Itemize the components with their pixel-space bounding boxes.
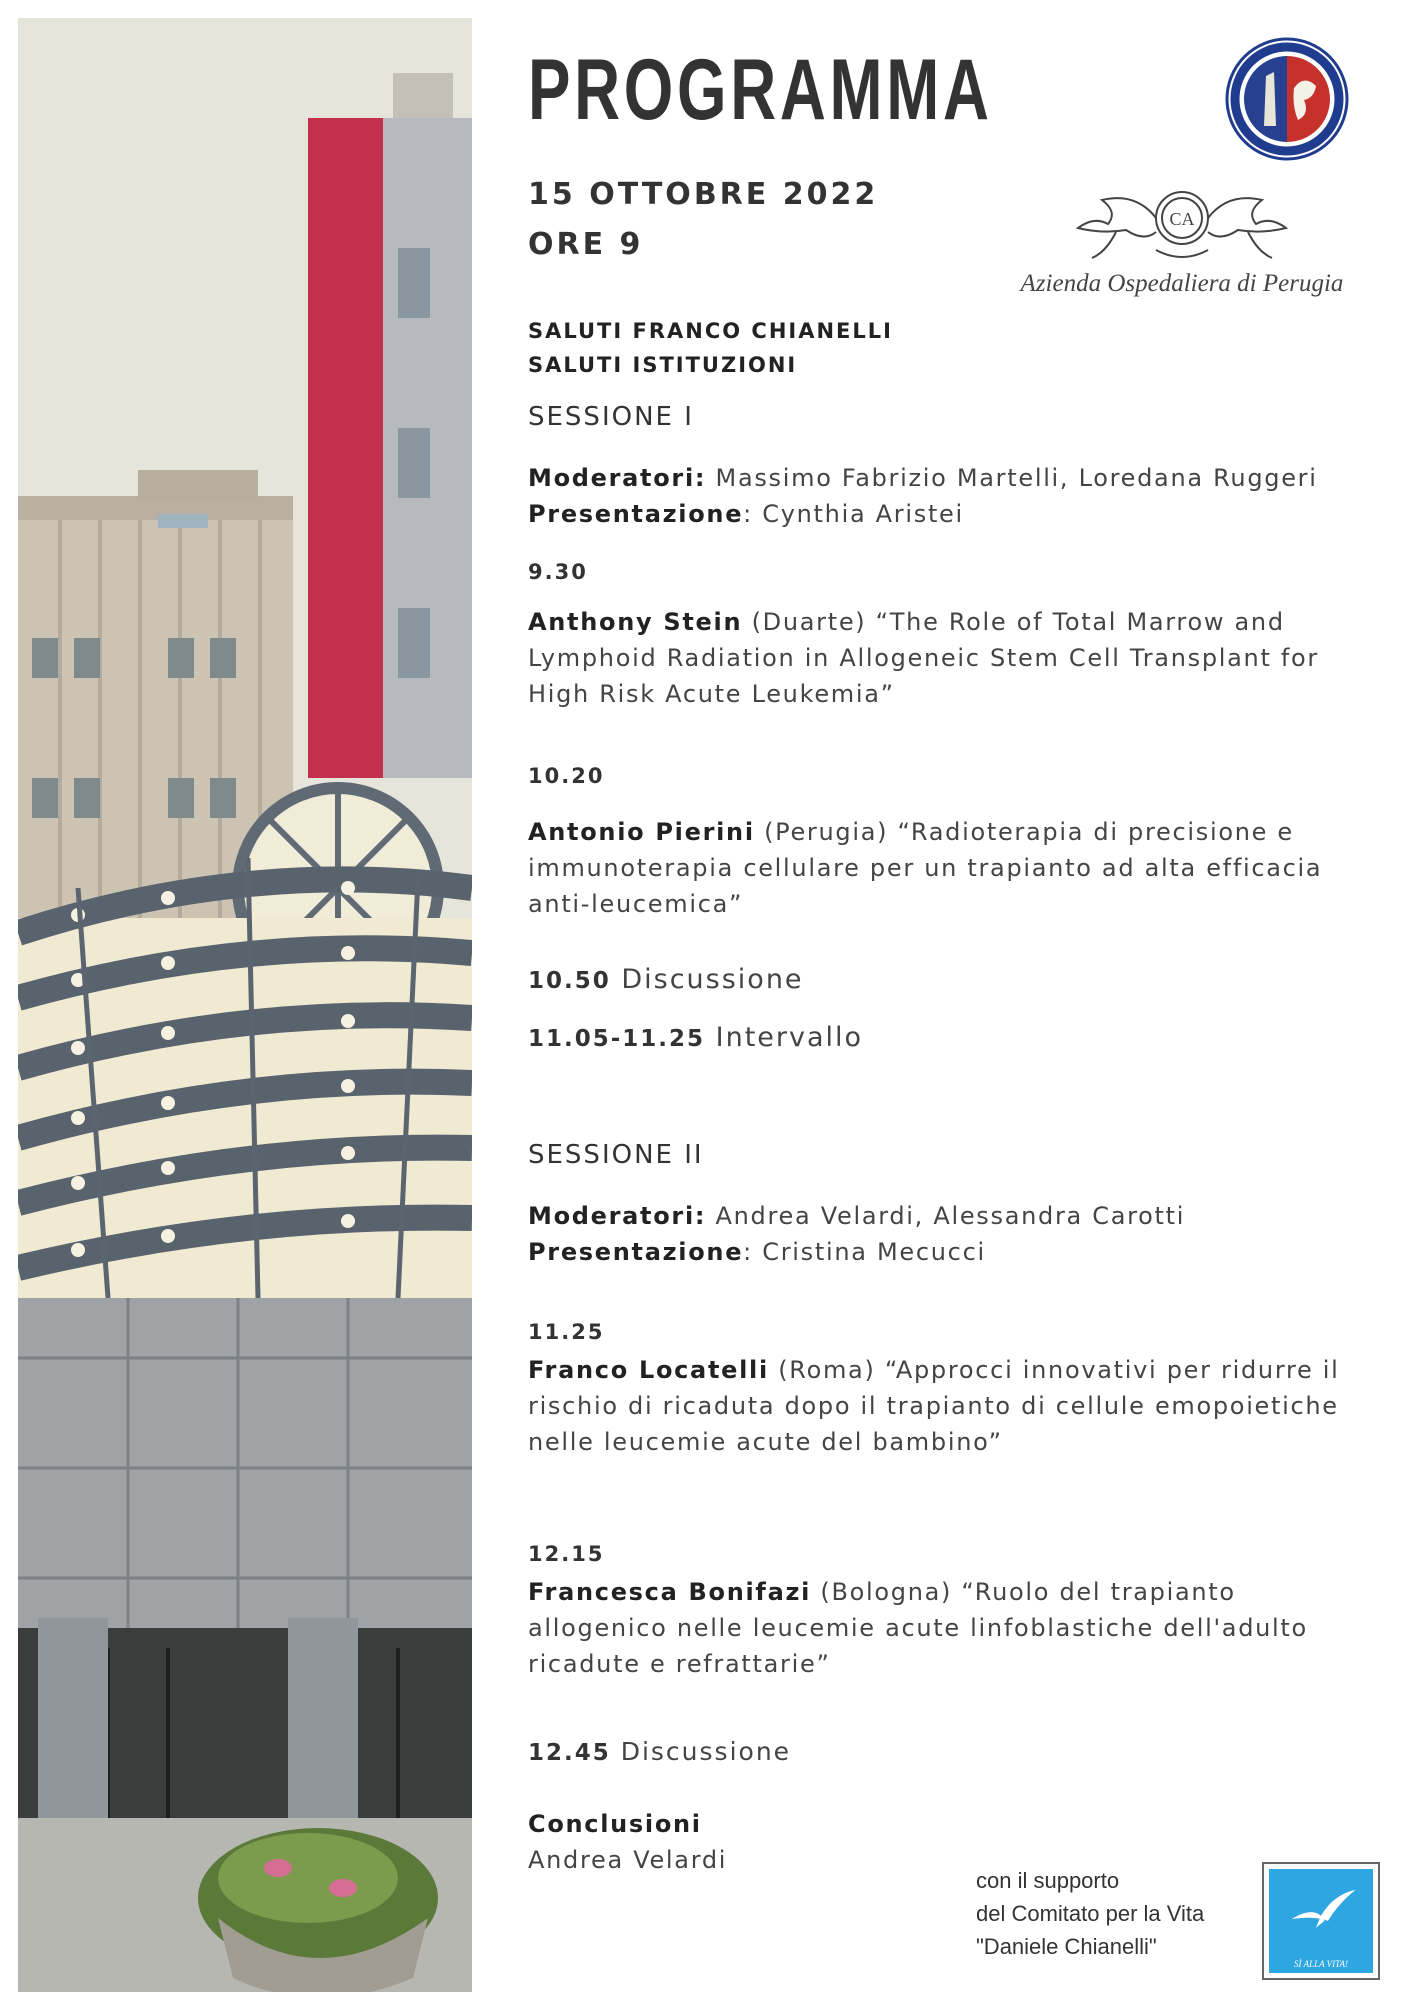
svg-text:CA: CA [1169, 209, 1195, 229]
presentation-label: Presentazione [528, 1238, 744, 1266]
talk-time: 11.25 [528, 1320, 605, 1344]
seagull-icon [1269, 1869, 1373, 1959]
support-line: del Comitato per la Vita [976, 1901, 1205, 1926]
speaker-name: Franco Locatelli [528, 1356, 769, 1384]
presentation: : Cristina Mecucci [743, 1238, 986, 1266]
greeting-line: SALUTI FRANCO CHIANELLI [528, 319, 893, 343]
talk-item [528, 814, 1378, 922]
talk-time: 12.15 [528, 1542, 605, 1566]
university-seal-icon [1224, 36, 1350, 162]
conclusions-label: Conclusioni [528, 1810, 702, 1838]
griffins-crest-icon [1006, 172, 1358, 272]
talk-time: 10.20 [528, 764, 605, 788]
moderators: Andrea Velardi, Alessandra Carotti [715, 1202, 1186, 1230]
talk-item [528, 1352, 1378, 1460]
speaker-name: Antonio Pierini [528, 818, 755, 846]
agenda-label: Intervallo [705, 1022, 864, 1053]
event-date: 15 OTTOBRE 2022 [528, 177, 879, 212]
talk-item [528, 1574, 1378, 1682]
hospital-building-photo [18, 18, 472, 1992]
session-2-credits [528, 1198, 1378, 1270]
session-2-title: SESSIONE II [528, 1140, 704, 1170]
speaker-name: Francesca Bonifazi [528, 1578, 812, 1606]
support-line: con il supporto [976, 1868, 1120, 1893]
agenda-label: Discussione [610, 1737, 792, 1766]
talk-title: (Roma) “Approcci innovativi per ridurre il rischio di ricaduta dopo il trapianto di cellule emopoietiche nelle leucemie acute del bambino” [528, 1356, 1340, 1456]
conclusions [528, 1806, 1378, 1878]
support-line: "Daniele Chianelli" [976, 1934, 1157, 1959]
moderators-label: Moderatori: [528, 464, 707, 492]
moderators: Massimo Fabrizio Martelli, Loredana Ruggeri [715, 464, 1318, 492]
talk-title: (Bologna) “Ruolo del trapianto allogenico nelle leucemie acute linfoblastiche dell'adulto ricadute e refrattarie” [528, 1578, 1308, 1678]
event-time: ORE 9 [528, 227, 644, 262]
greeting-line: SALUTI ISTITUZIONI [528, 353, 798, 377]
talk-title: (Perugia) “Radioterapia di precisione e immunoterapia cellulare per un trapianto ad alta efficacia anti-leucemica” [528, 818, 1323, 918]
agenda-discussion [528, 960, 1378, 1001]
session-1-credits [528, 460, 1378, 532]
talk-item [528, 604, 1378, 712]
si-alla-vita-logo [1262, 1862, 1380, 1980]
vita-logo-text: SÌ ALLA VITA! [1293, 1959, 1348, 1969]
agenda-label: Discussione [610, 964, 804, 995]
hospital-logo [1006, 172, 1358, 312]
page-title: PROGRAMMA [528, 42, 993, 138]
presentation: : Cynthia Aristei [743, 500, 964, 528]
moderators-label: Moderatori: [528, 1202, 707, 1230]
speaker-name: Anthony Stein [528, 608, 743, 636]
hospital-name: Azienda Ospedaliera di Perugia [1020, 270, 1344, 297]
agenda-break [528, 1018, 1378, 1059]
conclusions-speaker: Andrea Velardi [528, 1846, 728, 1874]
agenda-discussion [528, 1732, 1378, 1773]
agenda-time: 12.45 [528, 1740, 611, 1766]
agenda-time: 10.50 [528, 968, 611, 994]
talk-title: (Duarte) “The Role of Total Marrow and Lymphoid Radiation in Allogeneic Stem Cell Transplant for High Risk Acute Leukemia” [528, 608, 1319, 708]
session-1-title: SESSIONE I [528, 402, 694, 432]
agenda-time: 11.05-11.25 [528, 1026, 706, 1052]
talk-time: 9.30 [528, 560, 588, 584]
presentation-label: Presentazione [528, 500, 744, 528]
support-note [976, 1864, 1236, 1963]
